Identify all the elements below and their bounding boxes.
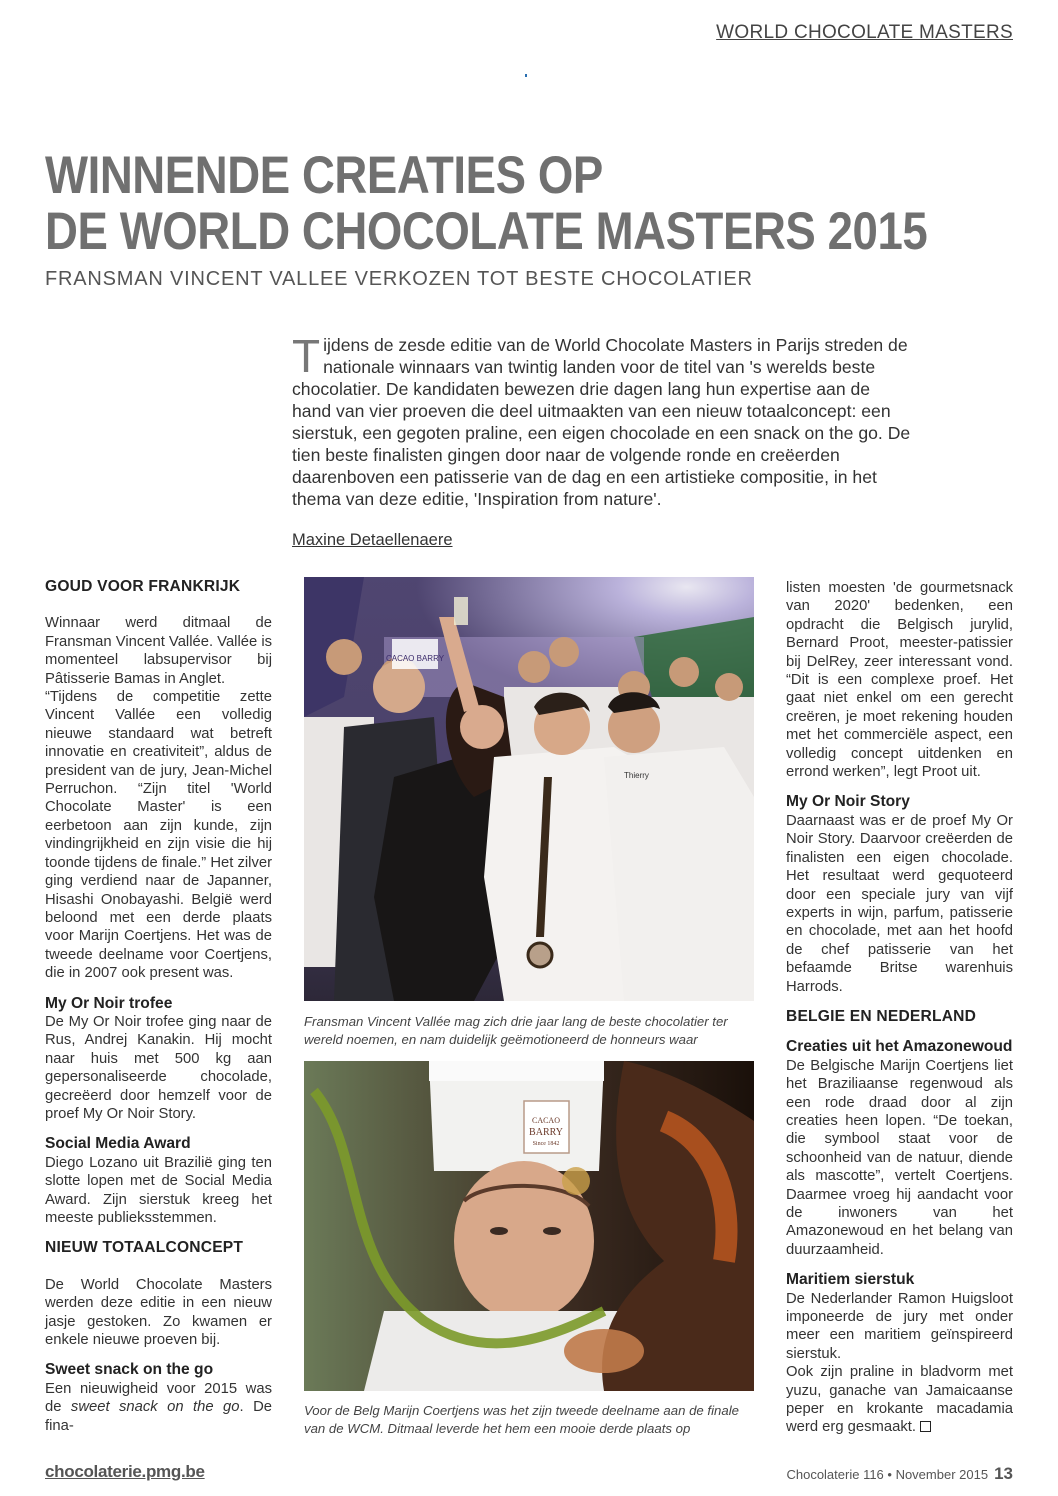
section-label[interactable]: WORLD CHOCOLATE MASTERS [716,22,1013,43]
paragraph-maritiem-1: De Nederlander Ramon Huigsloot imponeerde de jury met onder meer een maritiem geïnspireerd sierstuk. [786,1290,1013,1362]
title-line-2: DE WORLD CHOCOLATE MASTERS 2015 [45,202,928,261]
photo2-hat-text-3: Since 1842 [532,1141,560,1147]
intro-text: ijdens de zesde editie van de World Chocolate Masters in Parijs streden de nationale winnaars van twintig landen voor de titel van 's werelds beste chocolatier. De kandidaten bewezen drie dagen lang hun expertise aan de hand van vier proeven die deel uitmaakten van een nieuw totaalconcept: een sierstuk, een gegoten praline, een eigen chocolade en een snack on the go. De tien beste finalisten gingen door naar de volgende ronde en creëerden daarenboven een patisserie van de dag en een artistieke compositie, in het thema van deze editie, 'Inspiration from nature'. [292,335,911,509]
left-column [45,578,272,1435]
photo-chef-at-work [304,1061,754,1391]
photo2-hat-text-1: CACAO [531,1116,561,1125]
right-column [786,579,1013,1437]
title-line-1: WINNENDE CREATIES OP [45,146,603,205]
paragraph-maritiem-2: Ook zijn praline in bladvorm met yuzu, ganache van Jamaicaanse peper en krokante macadamia werd erg gesmaakt. [786,1364,1013,1436]
footer-issue-info [786,1464,1013,1484]
author-link[interactable]: Maxine Detaellenaere [292,531,453,549]
heading-belgie: BELGIE EN NEDERLAND [786,1007,977,1025]
heading-maritiem: Maritiem sierstuk [786,1271,915,1289]
photo1-caption: Fransman Vincent Vallée mag zich drie jaar lang de beste chocolatier ter wereld noemen, en nam duidelijk geëmotioneerd de honneurs waar [304,1014,728,1047]
page-number: 13 [994,1464,1013,1483]
paragraph-snack: Een nieuwigheid voor 2015 was de sweet snack on the go. De fina- [45,1380,272,1434]
footer-issue: Chocolaterie 116 • November 2015 [786,1467,989,1482]
heading-amazone: Creaties uit het Amazonewoud [786,1038,1013,1056]
drop-cap: T [292,330,321,382]
paragraph-continuation: listen moesten 'de gourmetsnack van 2020' bedenken, een opdracht die Belgisch jurylid, Bernard Proot, meester-patissier bij DelRey, zeer interessant vond. “Dit is een complexe proef. Het gaat niet enkel om een gerecht creëren, je moet rekening houden met het commerciële aspect, een volledig concept uitdenken en errond werken”, legt Proot uit. [786,580,1013,781]
photo1-logo-text: CACAO BARRY [385,654,445,663]
paragraph-amazone: De Belgische Marijn Coertjens liet het Braziliaanse regenwoud als een rode draad door al zijn creaties heen lopen. “De toekan, die symbool staat voor de schoonheid van de natuur, diende als mascotte”, vertelt Coertjens. Daarmee vroeg hij aandacht voor de inwoners van het Amazonewoud en het belang van duurzaamheid. [786,1057,1013,1258]
photo1-jacket-text: Thierry [624,771,649,780]
article-subtitle: FRANSMAN VINCENT VALLEE VERKOZEN TOT BESTE CHOCOLATIER [45,268,753,290]
paragraph-social: Diego Lozano uit Brazilië ging ten slotte lopen met de Social Media Award. Zijn sierstuk kreeg het meeste publieksstemmen. [45,1154,272,1226]
paragraph-goud-1: Winnaar werd ditmaal de Fransman Vincent Vallée. Vallée is momenteel labsupervisor bij Pâtisserie Bamas in Anglet. [45,615,273,687]
article-title [45,146,928,261]
heading-goud: GOUD VOOR FRANKRIJK [45,578,241,595]
intro-paragraph [292,330,914,510]
footer-website-link[interactable]: chocolaterie.pmg.be [45,1462,205,1481]
heading-trofee: My Or Noir trofee [45,994,173,1012]
paragraph-story: Daarnaast was er de proef My Or Noir Story. Daarvoor creëerden de finalisten een eigen chocolade. Het resultaat werd gequoteerd door een speciale jury van vijf experts in wijn, parfum, patisserie en chocolade, met aan het hoofd de chef patisserie van het befaamde Britse warenhuis Harrods. [786,812,1013,995]
paragraph-nieuw: De World Chocolate Masters werden deze editie in een nieuw jasje gestoken. Zo kwamen er enkele nieuwe proeven bij. [45,1276,272,1349]
heading-social: Social Media Award [45,1135,191,1153]
photo-winner-celebration [304,577,754,1001]
heading-snack: Sweet snack on the go [45,1361,214,1379]
end-of-article-icon [920,1421,931,1432]
heading-story: My Or Noir Story [786,793,910,811]
paragraph-goud-2: “Tijdens de competitie zette Vincent Vallée een volledig nieuwe standaard wat betreft innovatie en creativiteit”, aldus de president van de jury, Jean-Michel Perruchon. “Zijn titel 'World Chocolate Master' is een eerbetoon aan zijn kunde, zijn vindingrijkheid en zijn visie die hij toonde tijdens de finale.” Het zilver ging verdiend naar de Japanner, Hisashi Onobayashi. België werd beloond met een derde plaats voor Marijn Coertjens. Het was de tweede deelname voor Coertjens, die in 2007 ook present was. [45,689,273,982]
decorative-dot [525,74,527,77]
heading-nieuw: NIEUW TOTAALCONCEPT [45,1239,244,1257]
photo2-hat-text-2: BARRY [529,1127,563,1138]
paragraph-trofee: De My Or Noir trofee ging naar de Rus, Andrej Kanakin. Hij mocht naar huis met 500 kg aan gepersonaliseerde chocolade, gecreëerd door hemzelf voor de proef My Or Noir Story. [45,1013,272,1122]
photo2-caption: Voor de Belg Marijn Coertjens was het zijn tweede deelname aan de finale van de WCM. Ditmaal leverde het hem een mooie derde plaats op [304,1403,739,1436]
